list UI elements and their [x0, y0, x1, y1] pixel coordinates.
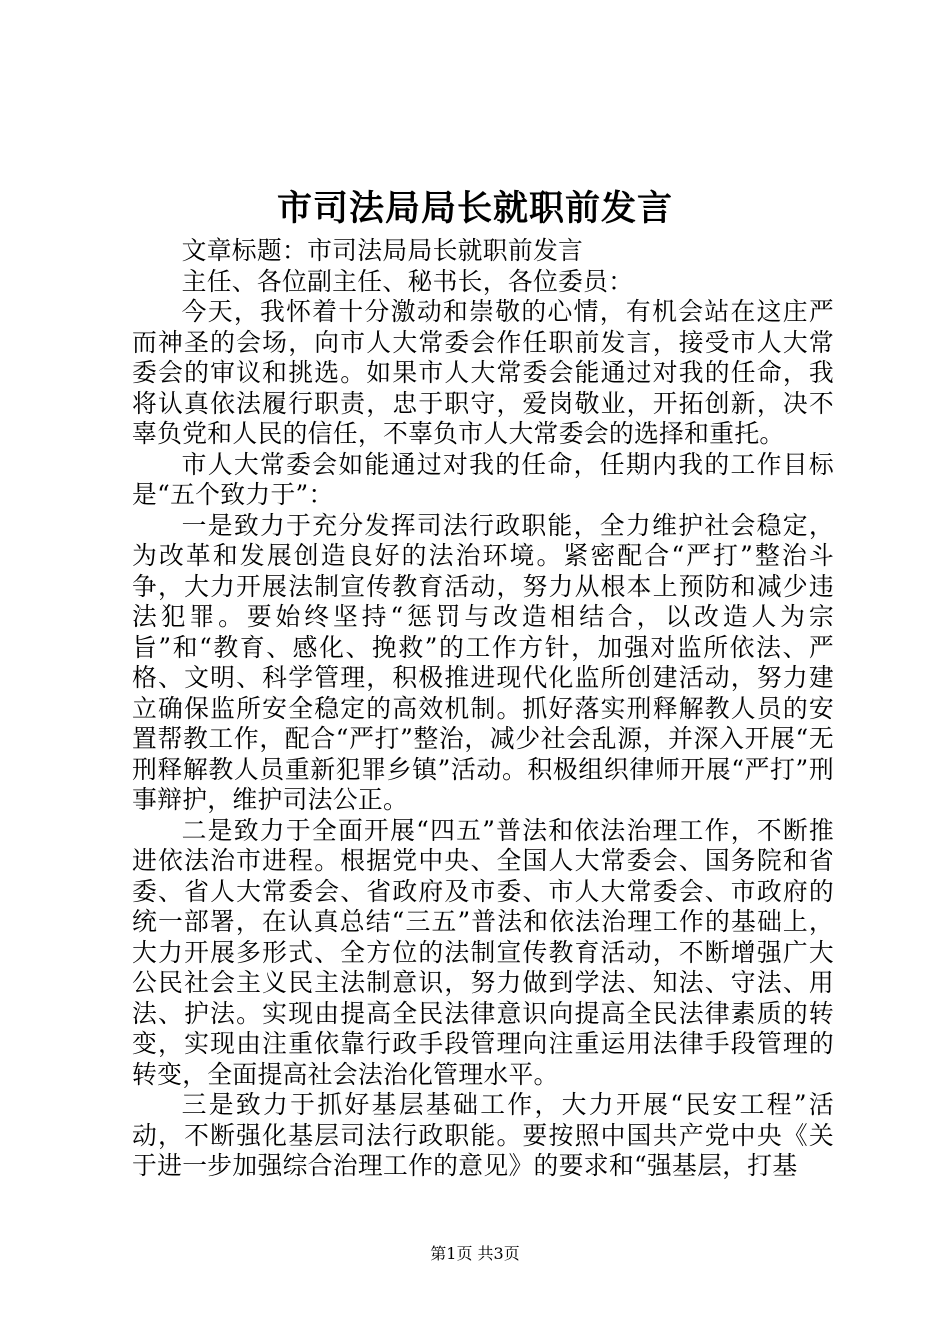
page-title: 市司法局局长就职前发言: [276, 188, 673, 229]
paragraph-goal-three: 三是致力于抓好基层基础工作，大力开展“民安工程”活动，不断强化基层司法行政职能。要按照中国共产党中央《关于进一步加强综合治理工作的意见》的要求和“强基层，打基: [132, 1090, 834, 1180]
paragraph-salutation: 主任、各位副主任、秘书长，各位委员：: [181, 266, 634, 296]
paragraph-goal-two: 二是致力于全面开展“四五”普法和依法治理工作，不断推进依法治市进程。根据党中央、全国人大常委会、国务院和省委、省人大常委会、省政府及市委、市人大常委会、市政府的统一部署，在认真总结“三五”普法和依法治理工作的基础上，大力开展多形式、全方位的法制宣传教育活动，不断增强广大公民社会主义民主法制意识，努力做到学法、知法、守法、用法、护法。实现由提高全民法律意识向提高全民法律素质的转变，实现由注重依靠行政手段管理向注重运用法律手段管理的转变，全面提高社会法治化管理水平。: [132, 815, 834, 1089]
paragraph-article-title: 文章标题：市司法局局长就职前发言: [181, 236, 584, 265]
paragraph-goals: 市人大常委会如能通过对我的任命，任期内我的工作目标是“五个致力于”：: [132, 449, 834, 509]
page-number: 第1页 共3页: [430, 1244, 520, 1263]
document-body: [132, 236, 834, 1182]
paragraph-goal-one: 一是致力于充分发挥司法行政职能，全力维护社会稳定，为改革和发展创造良好的法治环境。紧密配合“严打”整治斗争，大力开展法制宣传教育活动，努力从根本上预防和减少违法犯罪。要始终坚持“惩罚与改造相结合，以改造人为宗旨”和“教育、感化、挽救”的工作方针，加强对监所依法、严格、文明、科学管理，积极推进现代化监所创建活动，努力建立确保监所安全稳定的高效机制。抓好落实刑释解教人员的安置帮教工作，配合“严打”整治，减少社会乱源，并深入开展“无刑释解教人员重新犯罪乡镇”活动。积极组织律师开展“严打”刑事辩护，维护司法公正。: [132, 510, 834, 814]
paragraph-intro: 今天，我怀着十分激动和崇敬的心情，有机会站在这庄严而神圣的会场，向市人大常委会作任职前发言，接受市人大常委会的审议和挑选。如果市人大常委会能通过对我的任命，我将认真依法履行职责，忠于职守，爱岗敬业，开拓创新，决不辜负党和人民的信任，不辜负市人大常委会的选择和重托。: [132, 297, 834, 448]
